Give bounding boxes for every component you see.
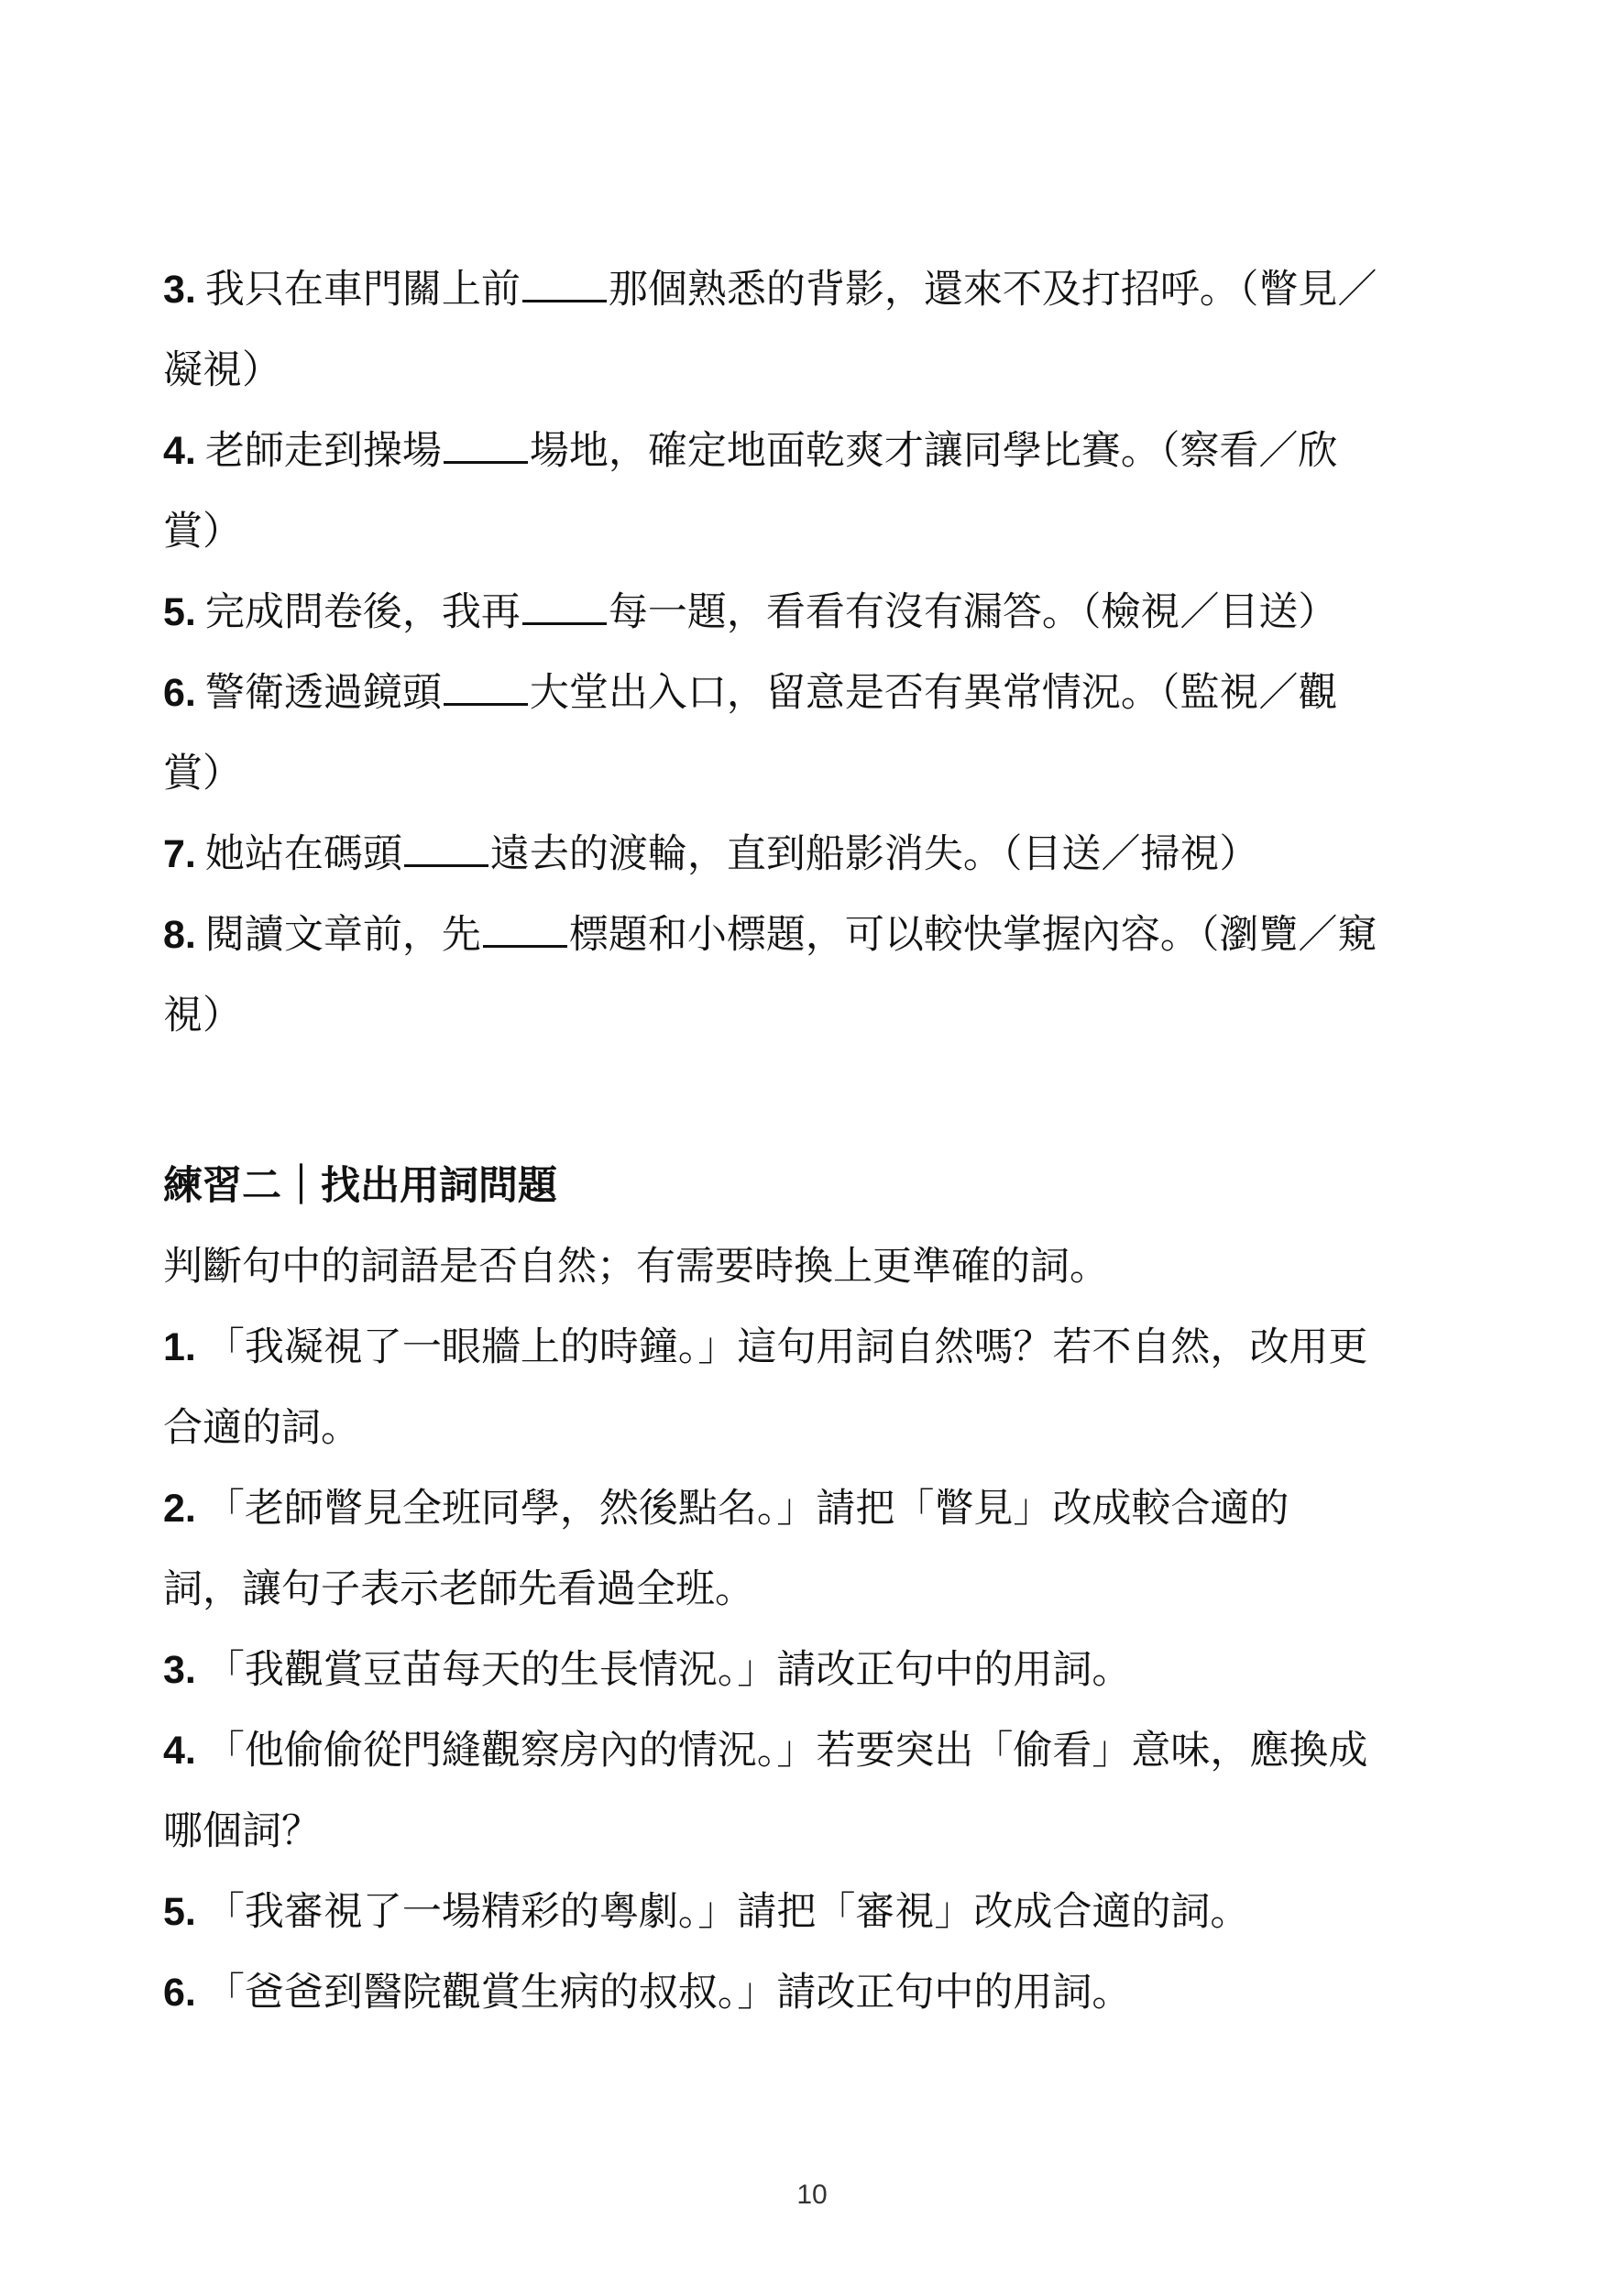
ex1-q4-number: 4. (163, 429, 196, 473)
ex1-q6-number: 6. (163, 671, 196, 715)
page-number: 10 (796, 2180, 828, 2210)
ex1-q4-text-after: 場地，確定地面乾爽才讓同學比賽。（察看／欣 (529, 428, 1338, 474)
ex1-q3-number: 3. (163, 268, 196, 312)
ex1-q8-blank (483, 917, 567, 948)
ex1-q4-blank (444, 434, 528, 464)
ex2-q5-text: 「我審視了一場精彩的粵劇。」請把「審視」改成合適的詞。 (204, 1889, 1250, 1935)
ex1-q6-text-after: 大堂出入口，留意是否有異常情況。（監視／觀 (529, 670, 1338, 716)
ex2-q2-text: 「老師瞥見全班同學，然後點名。」請把「瞥見」改成較合適的 (204, 1486, 1289, 1532)
ex1-q6-line2: 賞） (163, 751, 242, 796)
ex2-q1-line1 (163, 1307, 1494, 1388)
ex1-q8-text-before: 閱讀文章前，先 (204, 912, 481, 958)
ex2-q2-line1 (163, 1468, 1494, 1549)
ex1-q7-text-after: 遠去的渡輪，直到船影消失。（目送／掃視） (489, 831, 1259, 877)
ex1-q5-blank (522, 595, 607, 625)
ex2-q4-line1 (163, 1710, 1494, 1791)
ex1-q7-blank (404, 837, 488, 867)
ex1-q7-number: 7. (163, 832, 196, 876)
page-content (163, 249, 1494, 2033)
ex2-q3-text: 「我觀賞豆苗每天的生長情況。」請改正句中的用詞。 (204, 1647, 1132, 1693)
section-gap (163, 1056, 1494, 1146)
ex1-q3-blank (522, 272, 607, 302)
ex2-q3-number: 3. (163, 1648, 196, 1692)
ex2-q4-line2: 哪個詞？ (163, 1808, 321, 1854)
ex1-q8-line2: 視） (163, 993, 242, 1038)
ex1-q4-line1 (163, 411, 1494, 491)
ex1-q5-text-after: 每一題，看看有沒有漏答。（檢視／目送） (608, 589, 1338, 635)
ex2-q5-line1 (163, 1872, 1494, 1952)
ex2-intro: 判斷句中的詞語是否自然；有需要時換上更準確的詞。 (163, 1244, 1109, 1290)
ex2-q1-line2: 合適的詞。 (163, 1405, 360, 1451)
ex2-q4-text: 「他偷偷從門縫觀察房內的情況。」若要突出「偷看」意味，應換成 (204, 1728, 1368, 1774)
ex2-heading: 練習二｜找出用詞問題 (163, 1163, 557, 1209)
ex1-q7-text-before: 她站在碼頭 (204, 831, 402, 877)
ex1-q6-text-before: 警衛透過鏡頭 (204, 670, 442, 716)
ex2-q3-line1 (163, 1630, 1494, 1710)
ex1-q3-line2: 凝視） (163, 347, 281, 393)
ex1-q4-text-before: 老師走到操場 (204, 428, 442, 474)
ex1-q5-text-before: 完成問卷後，我再 (204, 589, 521, 635)
ex1-q5-number: 5. (163, 590, 196, 634)
ex2-q4-number: 4. (163, 1729, 196, 1773)
ex1-q3-text-before: 我只在車門關上前 (204, 267, 521, 313)
ex2-q2-line2: 詞，讓句子表示老師先看過全班。 (163, 1566, 754, 1612)
ex1-q8-number: 8. (163, 913, 196, 957)
ex1-q8-line1 (163, 895, 1494, 975)
ex2-q1-text: 「我凝視了一眼牆上的時鐘。」這句用詞自然嗎？若不自然，改用更 (204, 1324, 1368, 1370)
ex1-q3-text-after: 那個熟悉的背影，還來不及打招呼。（瞥見／ (608, 267, 1377, 313)
ex2-q2-number: 2. (163, 1487, 196, 1531)
ex2-q1-number: 1. (163, 1325, 196, 1369)
ex2-q6-number: 6. (163, 1971, 196, 2015)
ex1-q3-line1 (163, 249, 1494, 330)
ex1-q4-line2: 賞） (163, 509, 242, 555)
ex1-q5-line1 (163, 572, 1494, 653)
ex2-q6-text: 「爸爸到醫院觀賞生病的叔叔。」請改正句中的用詞。 (204, 1970, 1132, 2016)
ex1-q7-line1 (163, 814, 1494, 895)
ex1-q8-text-after: 標題和小標題，可以較快掌握內容。（瀏覽／窺 (568, 912, 1377, 958)
ex1-q6-blank (444, 676, 528, 706)
ex2-q6-line1 (163, 1952, 1494, 2033)
ex1-q6-line1 (163, 653, 1494, 733)
ex2-q5-number: 5. (163, 1890, 196, 1934)
